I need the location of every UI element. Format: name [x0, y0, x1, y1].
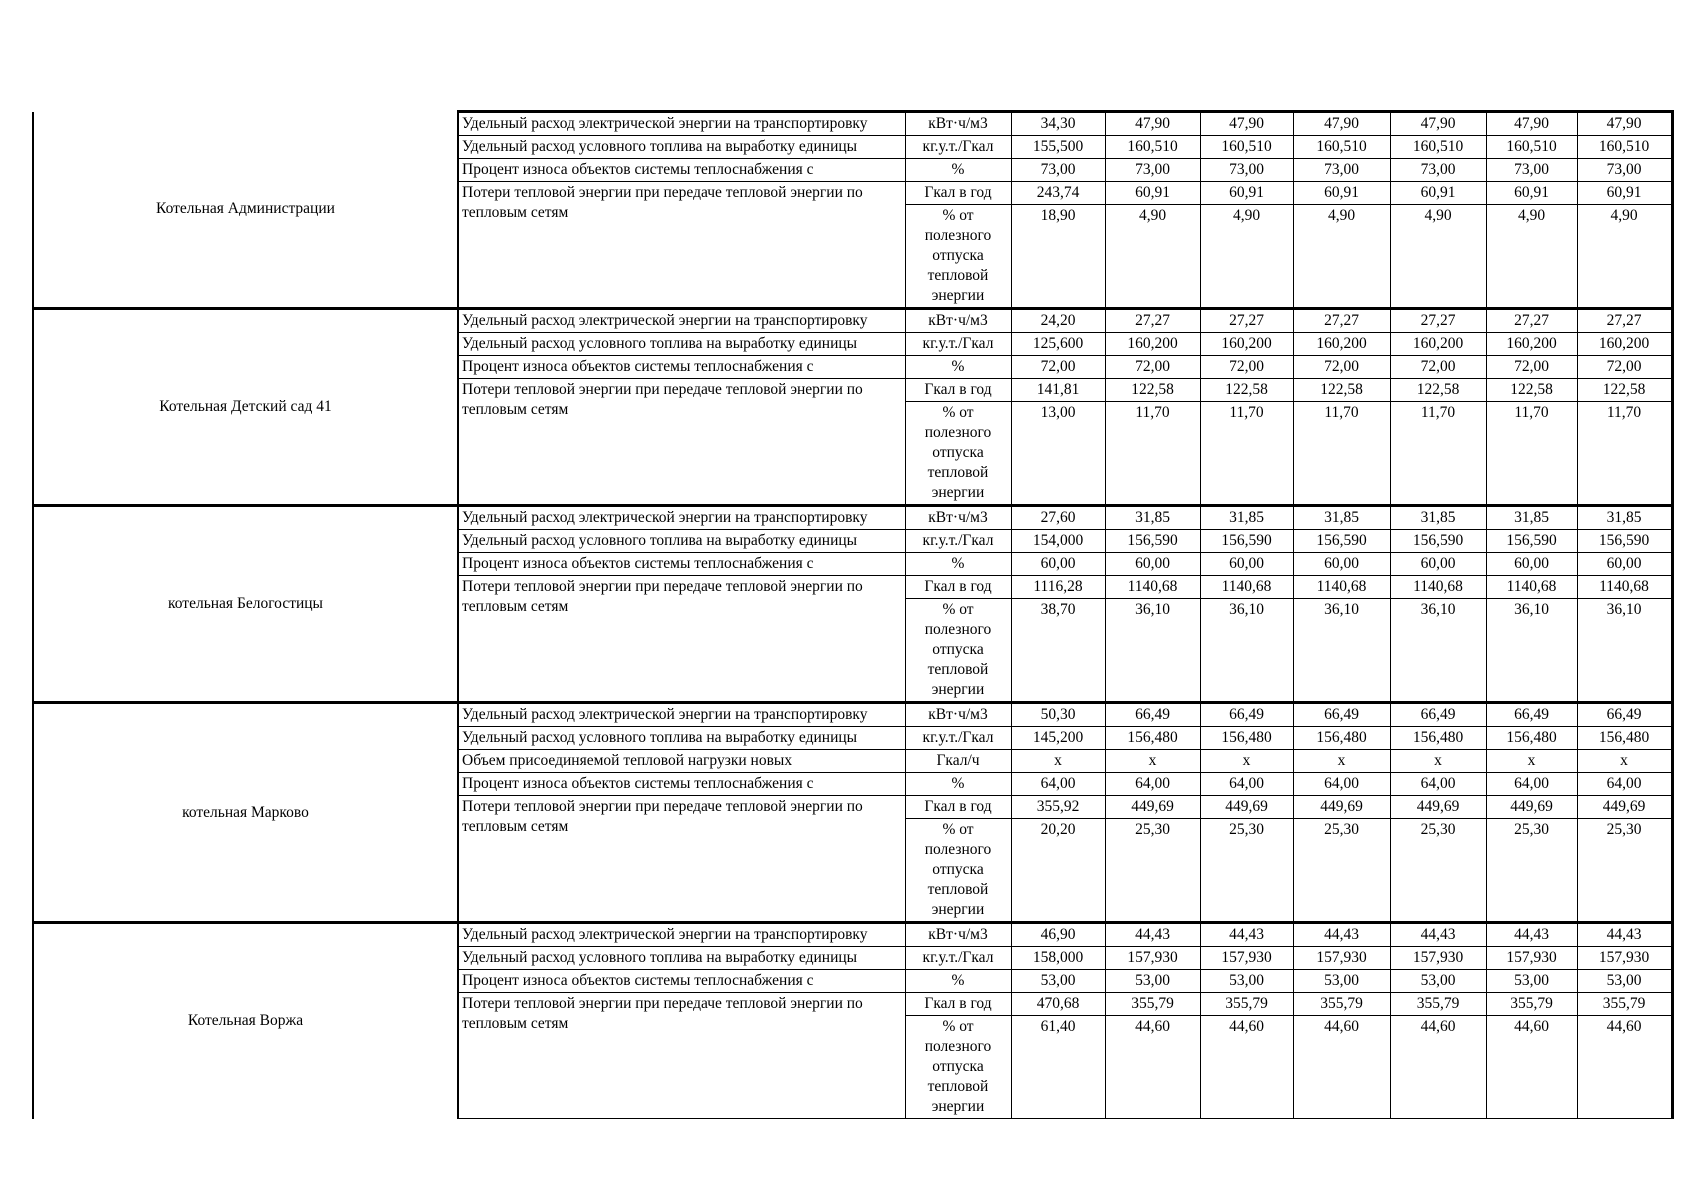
value-cell: 160,200: [1390, 333, 1486, 356]
value-cell: 160,200: [1577, 333, 1672, 356]
value-cell: 73,00: [1011, 159, 1105, 182]
value-cell: 160,510: [1486, 136, 1577, 159]
value-cell: 36,10: [1390, 599, 1486, 703]
value-cell: 160,510: [1293, 136, 1390, 159]
unit-cell: кВт·ч/м3: [905, 112, 1011, 136]
parameter-label: Процент износа объектов системы теплоснабжения с: [458, 159, 905, 182]
boiler-name: Котельная Воржа: [33, 923, 458, 1119]
value-cell: 44,60: [1293, 1016, 1390, 1119]
value-cell: 154,000: [1011, 530, 1105, 553]
unit-cell: кВт·ч/м3: [905, 506, 1011, 530]
value-cell: 160,510: [1105, 136, 1200, 159]
value-cell: 64,00: [1577, 773, 1672, 796]
value-cell: 243,74: [1011, 182, 1105, 205]
unit-cell: Гкал в год: [905, 576, 1011, 599]
value-cell: 156,480: [1105, 727, 1200, 750]
value-cell: 160,200: [1105, 333, 1200, 356]
value-cell: 66,49: [1200, 703, 1293, 727]
value-cell: 27,27: [1390, 309, 1486, 333]
value-cell: 157,930: [1577, 947, 1672, 970]
value-cell: 122,58: [1105, 379, 1200, 402]
value-cell: 53,00: [1577, 970, 1672, 993]
unit-cell: %: [905, 553, 1011, 576]
value-cell: 31,85: [1293, 506, 1390, 530]
value-cell: 60,91: [1486, 182, 1577, 205]
value-cell: 47,90: [1293, 112, 1390, 136]
value-cell: 60,91: [1293, 182, 1390, 205]
parameter-label: Процент износа объектов системы теплоснабжения с: [458, 773, 905, 796]
value-cell: 25,30: [1105, 819, 1200, 923]
unit-cell: кг.у.т./Гкал: [905, 136, 1011, 159]
value-cell: 122,58: [1577, 379, 1672, 402]
value-cell: 27,60: [1011, 506, 1105, 530]
value-cell: 44,43: [1105, 923, 1200, 947]
value-cell: 72,00: [1293, 356, 1390, 379]
value-cell: 44,60: [1390, 1016, 1486, 1119]
value-cell: 157,930: [1200, 947, 1293, 970]
value-cell: 47,90: [1577, 112, 1672, 136]
value-cell: 44,43: [1577, 923, 1672, 947]
value-cell: 66,49: [1390, 703, 1486, 727]
value-cell: 53,00: [1200, 970, 1293, 993]
value-cell: 72,00: [1011, 356, 1105, 379]
value-cell: 1140,68: [1390, 576, 1486, 599]
value-cell: 31,85: [1200, 506, 1293, 530]
value-cell: 449,69: [1486, 796, 1577, 819]
parameter-label: Удельный расход условного топлива на выработку единицы: [458, 530, 905, 553]
value-cell: 72,00: [1105, 356, 1200, 379]
value-cell: 60,91: [1105, 182, 1200, 205]
value-cell: 47,90: [1486, 112, 1577, 136]
value-cell: 1140,68: [1577, 576, 1672, 599]
value-cell: 60,00: [1390, 553, 1486, 576]
value-cell: 1140,68: [1293, 576, 1390, 599]
table-row: [33, 309, 1672, 333]
value-cell: 44,60: [1200, 1016, 1293, 1119]
value-cell: 53,00: [1486, 970, 1577, 993]
value-cell: 25,30: [1486, 819, 1577, 923]
value-cell: 156,480: [1200, 727, 1293, 750]
value-cell: 60,91: [1200, 182, 1293, 205]
unit-cell: % от полезного отпуска тепловой энергии: [905, 819, 1011, 923]
value-cell: 122,58: [1486, 379, 1577, 402]
table-row: [33, 112, 1672, 136]
parameter-label: Удельный расход условного топлива на выработку единицы: [458, 136, 905, 159]
parameter-label: Удельный расход электрической энергии на транспортировку: [458, 703, 905, 727]
value-cell: 31,85: [1105, 506, 1200, 530]
value-cell: 72,00: [1486, 356, 1577, 379]
parameter-label: Потери тепловой энергии при передаче тепловой энергии по тепловым сетям: [458, 576, 905, 703]
value-cell: 60,00: [1486, 553, 1577, 576]
unit-cell: Гкал в год: [905, 182, 1011, 205]
value-cell: 60,00: [1105, 553, 1200, 576]
value-cell: 61,40: [1011, 1016, 1105, 1119]
parameter-label: Объем присоединяемой тепловой нагрузки новых: [458, 750, 905, 773]
value-cell: 24,20: [1011, 309, 1105, 333]
unit-cell: кВт·ч/м3: [905, 703, 1011, 727]
unit-cell: кг.у.т./Гкал: [905, 333, 1011, 356]
value-cell: 122,58: [1293, 379, 1390, 402]
boiler-name: котельная Марково: [33, 703, 458, 923]
boiler-name: котельная Белогостицы: [33, 506, 458, 703]
value-cell: 36,10: [1200, 599, 1293, 703]
parameter-label: Удельный расход электрической энергии на транспортировку: [458, 506, 905, 530]
value-cell: 1140,68: [1105, 576, 1200, 599]
value-cell: 36,10: [1577, 599, 1672, 703]
unit-cell: кг.у.т./Гкал: [905, 530, 1011, 553]
value-cell: 18,90: [1011, 205, 1105, 309]
value-cell: 60,00: [1293, 553, 1390, 576]
unit-cell: Гкал в год: [905, 796, 1011, 819]
value-cell: 355,92: [1011, 796, 1105, 819]
value-cell: 46,90: [1011, 923, 1105, 947]
value-cell: x: [1577, 750, 1672, 773]
value-cell: 141,81: [1011, 379, 1105, 402]
value-cell: 44,43: [1390, 923, 1486, 947]
value-cell: 11,70: [1577, 402, 1672, 506]
value-cell: 145,200: [1011, 727, 1105, 750]
value-cell: 73,00: [1577, 159, 1672, 182]
value-cell: x: [1486, 750, 1577, 773]
value-cell: 156,480: [1486, 727, 1577, 750]
unit-cell: % от полезного отпуска тепловой энергии: [905, 402, 1011, 506]
value-cell: 64,00: [1293, 773, 1390, 796]
table-row: [33, 506, 1672, 530]
value-cell: 156,590: [1293, 530, 1390, 553]
boiler-name: Котельная Детский сад 41: [33, 309, 458, 506]
value-cell: 44,60: [1486, 1016, 1577, 1119]
value-cell: 1140,68: [1486, 576, 1577, 599]
value-cell: 4,90: [1486, 205, 1577, 309]
unit-cell: %: [905, 970, 1011, 993]
boiler-name: Котельная Администрации: [33, 112, 458, 309]
value-cell: 64,00: [1011, 773, 1105, 796]
unit-cell: кг.у.т./Гкал: [905, 947, 1011, 970]
value-cell: 44,43: [1486, 923, 1577, 947]
parameter-label: Удельный расход электрической энергии на транспортировку: [458, 923, 905, 947]
value-cell: 64,00: [1390, 773, 1486, 796]
unit-cell: %: [905, 159, 1011, 182]
value-cell: 60,00: [1200, 553, 1293, 576]
value-cell: x: [1293, 750, 1390, 773]
value-cell: 160,510: [1577, 136, 1672, 159]
parameter-label: Процент износа объектов системы теплоснабжения с: [458, 553, 905, 576]
value-cell: 25,30: [1390, 819, 1486, 923]
value-cell: 157,930: [1390, 947, 1486, 970]
value-cell: 38,70: [1011, 599, 1105, 703]
value-cell: 355,79: [1200, 993, 1293, 1016]
unit-cell: кг.у.т./Гкал: [905, 727, 1011, 750]
value-cell: 156,480: [1293, 727, 1390, 750]
table-row: [33, 923, 1672, 947]
value-cell: 449,69: [1390, 796, 1486, 819]
value-cell: 60,91: [1577, 182, 1672, 205]
parameter-label: Удельный расход условного топлива на выработку единицы: [458, 947, 905, 970]
value-cell: 47,90: [1105, 112, 1200, 136]
parameter-label: Потери тепловой энергии при передаче тепловой энергии по тепловым сетям: [458, 796, 905, 923]
value-cell: 449,69: [1105, 796, 1200, 819]
parameter-label: Процент износа объектов системы теплоснабжения с: [458, 356, 905, 379]
value-cell: 122,58: [1200, 379, 1293, 402]
value-cell: 122,58: [1390, 379, 1486, 402]
value-cell: 157,930: [1486, 947, 1577, 970]
value-cell: 53,00: [1390, 970, 1486, 993]
value-cell: 156,590: [1200, 530, 1293, 553]
parameter-label: Потери тепловой энергии при передаче тепловой энергии по тепловым сетям: [458, 379, 905, 506]
parameter-label: Удельный расход условного топлива на выработку единицы: [458, 333, 905, 356]
value-cell: 60,00: [1577, 553, 1672, 576]
value-cell: 27,27: [1200, 309, 1293, 333]
value-cell: 11,70: [1200, 402, 1293, 506]
value-cell: 1140,68: [1200, 576, 1293, 599]
parameter-label: Удельный расход условного топлива на выработку единицы: [458, 727, 905, 750]
value-cell: 4,90: [1293, 205, 1390, 309]
value-cell: 27,27: [1293, 309, 1390, 333]
value-cell: x: [1390, 750, 1486, 773]
value-cell: 4,90: [1577, 205, 1672, 309]
value-cell: 4,90: [1390, 205, 1486, 309]
unit-cell: Гкал/ч: [905, 750, 1011, 773]
value-cell: 64,00: [1105, 773, 1200, 796]
value-cell: 73,00: [1390, 159, 1486, 182]
value-cell: x: [1200, 750, 1293, 773]
value-cell: 449,69: [1293, 796, 1390, 819]
value-cell: 157,930: [1293, 947, 1390, 970]
value-cell: 34,30: [1011, 112, 1105, 136]
value-cell: 156,590: [1390, 530, 1486, 553]
value-cell: 72,00: [1200, 356, 1293, 379]
unit-cell: Гкал в год: [905, 379, 1011, 402]
value-cell: 160,510: [1390, 136, 1486, 159]
value-cell: 20,20: [1011, 819, 1105, 923]
value-cell: 64,00: [1200, 773, 1293, 796]
table-body: [33, 112, 1672, 1119]
value-cell: 11,70: [1293, 402, 1390, 506]
unit-cell: % от полезного отпуска тепловой энергии: [905, 205, 1011, 309]
table-row: [33, 703, 1672, 727]
value-cell: 155,500: [1011, 136, 1105, 159]
value-cell: 44,43: [1293, 923, 1390, 947]
value-cell: 156,480: [1577, 727, 1672, 750]
value-cell: 36,10: [1486, 599, 1577, 703]
value-cell: 27,27: [1105, 309, 1200, 333]
indicators-table: [32, 110, 1674, 1119]
parameter-label: Удельный расход электрической энергии на транспортировку: [458, 112, 905, 136]
value-cell: 158,000: [1011, 947, 1105, 970]
value-cell: 31,85: [1577, 506, 1672, 530]
value-cell: 11,70: [1105, 402, 1200, 506]
value-cell: 449,69: [1577, 796, 1672, 819]
unit-cell: % от полезного отпуска тепловой энергии: [905, 1016, 1011, 1119]
value-cell: 156,590: [1577, 530, 1672, 553]
value-cell: 27,27: [1577, 309, 1672, 333]
parameter-label: Потери тепловой энергии при передаче тепловой энергии по тепловым сетям: [458, 993, 905, 1119]
value-cell: 156,480: [1390, 727, 1486, 750]
value-cell: 449,69: [1200, 796, 1293, 819]
value-cell: 4,90: [1105, 205, 1200, 309]
value-cell: x: [1105, 750, 1200, 773]
value-cell: 60,00: [1011, 553, 1105, 576]
parameter-label: Потери тепловой энергии при передаче тепловой энергии по тепловым сетям: [458, 182, 905, 309]
value-cell: 66,49: [1486, 703, 1577, 727]
value-cell: 31,85: [1390, 506, 1486, 530]
value-cell: 31,85: [1486, 506, 1577, 530]
value-cell: 355,79: [1105, 993, 1200, 1016]
value-cell: 72,00: [1390, 356, 1486, 379]
value-cell: 355,79: [1577, 993, 1672, 1016]
unit-cell: кВт·ч/м3: [905, 923, 1011, 947]
value-cell: 156,590: [1105, 530, 1200, 553]
value-cell: 72,00: [1577, 356, 1672, 379]
unit-cell: % от полезного отпуска тепловой энергии: [905, 599, 1011, 703]
value-cell: 355,79: [1293, 993, 1390, 1016]
value-cell: 355,79: [1486, 993, 1577, 1016]
value-cell: 25,30: [1577, 819, 1672, 923]
value-cell: 50,30: [1011, 703, 1105, 727]
value-cell: 156,590: [1486, 530, 1577, 553]
value-cell: 66,49: [1577, 703, 1672, 727]
value-cell: 355,79: [1390, 993, 1486, 1016]
value-cell: 73,00: [1486, 159, 1577, 182]
unit-cell: Гкал в год: [905, 993, 1011, 1016]
value-cell: 73,00: [1105, 159, 1200, 182]
value-cell: 470,68: [1011, 993, 1105, 1016]
value-cell: 53,00: [1105, 970, 1200, 993]
value-cell: 25,30: [1293, 819, 1390, 923]
value-cell: 53,00: [1293, 970, 1390, 993]
value-cell: 44,60: [1105, 1016, 1200, 1119]
parameter-label: Процент износа объектов системы теплоснабжения с: [458, 970, 905, 993]
unit-cell: кВт·ч/м3: [905, 309, 1011, 333]
value-cell: 160,200: [1486, 333, 1577, 356]
parameter-label: Удельный расход электрической энергии на транспортировку: [458, 309, 905, 333]
value-cell: 44,43: [1200, 923, 1293, 947]
unit-cell: %: [905, 356, 1011, 379]
value-cell: 27,27: [1486, 309, 1577, 333]
value-cell: 11,70: [1390, 402, 1486, 506]
unit-cell: %: [905, 773, 1011, 796]
value-cell: 160,510: [1200, 136, 1293, 159]
value-cell: 11,70: [1486, 402, 1577, 506]
value-cell: 73,00: [1293, 159, 1390, 182]
value-cell: 160,200: [1293, 333, 1390, 356]
value-cell: 13,00: [1011, 402, 1105, 506]
value-cell: 44,60: [1577, 1016, 1672, 1119]
value-cell: 125,600: [1011, 333, 1105, 356]
value-cell: 64,00: [1486, 773, 1577, 796]
value-cell: 47,90: [1200, 112, 1293, 136]
value-cell: 36,10: [1105, 599, 1200, 703]
value-cell: x: [1011, 750, 1105, 773]
value-cell: 60,91: [1390, 182, 1486, 205]
value-cell: 66,49: [1105, 703, 1200, 727]
value-cell: 4,90: [1200, 205, 1293, 309]
value-cell: 47,90: [1390, 112, 1486, 136]
value-cell: 157,930: [1105, 947, 1200, 970]
value-cell: 73,00: [1200, 159, 1293, 182]
value-cell: 25,30: [1200, 819, 1293, 923]
value-cell: 66,49: [1293, 703, 1390, 727]
value-cell: 160,200: [1200, 333, 1293, 356]
value-cell: 53,00: [1011, 970, 1105, 993]
value-cell: 36,10: [1293, 599, 1390, 703]
value-cell: 1116,28: [1011, 576, 1105, 599]
